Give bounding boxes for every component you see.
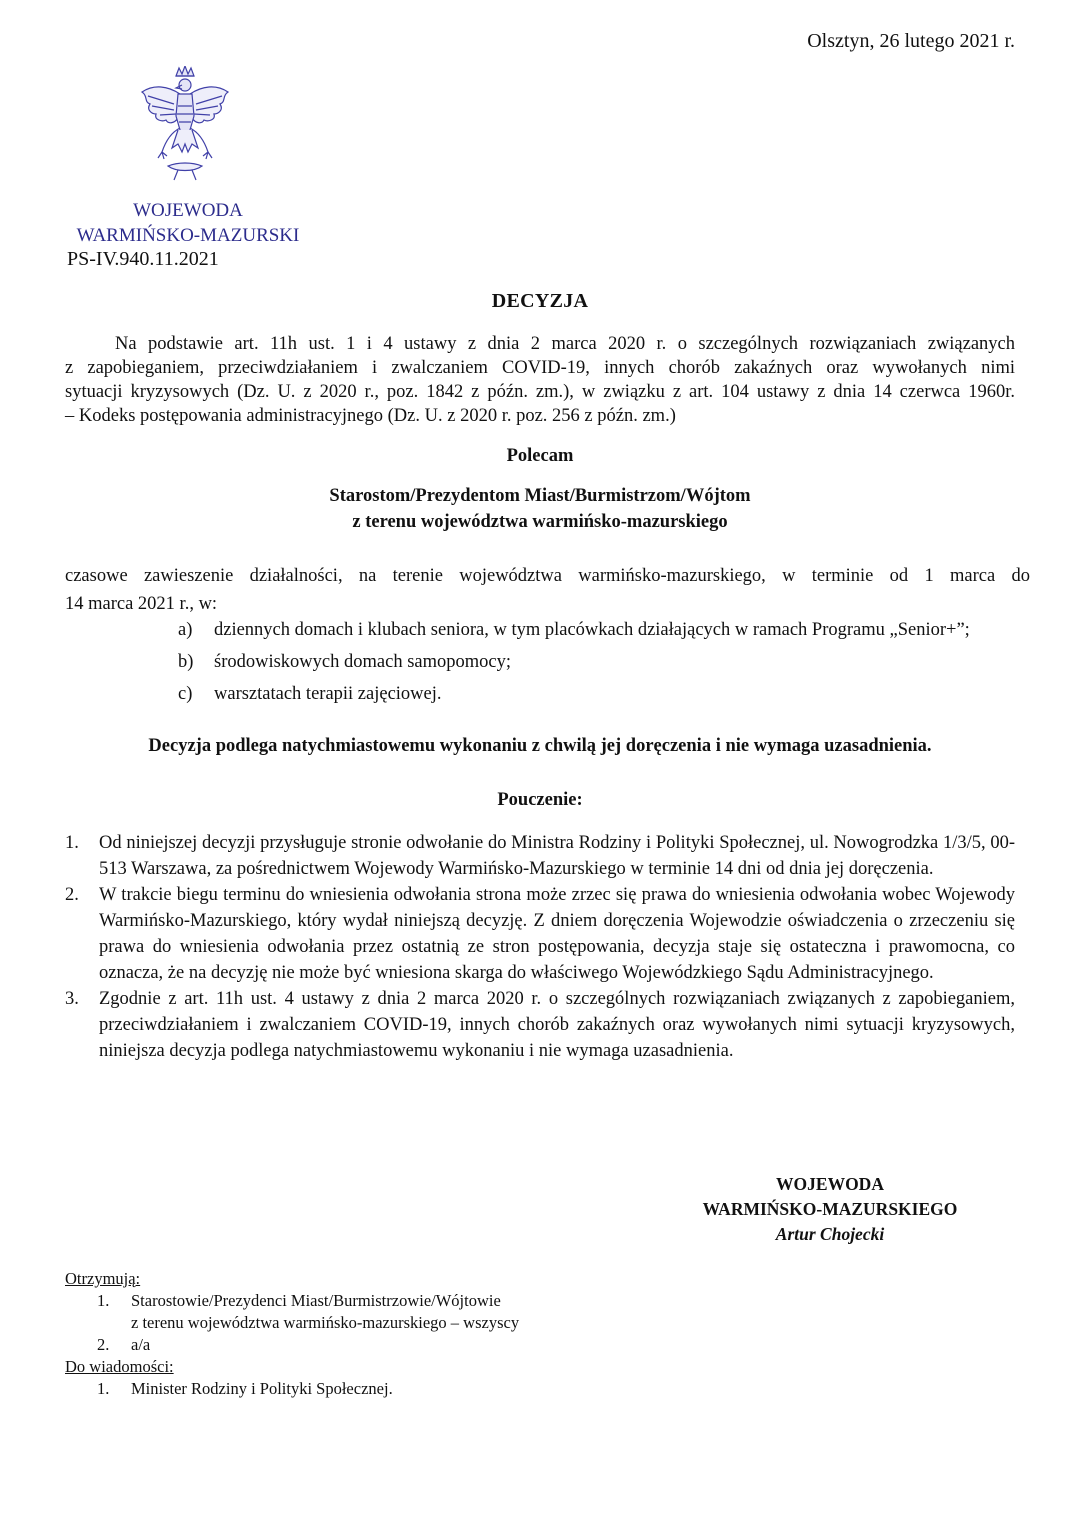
list-item-text: warsztatach terapii zajęciowej. [214,684,442,704]
office-region: WARMIŃSKO-MAZURSKI [76,225,300,246]
polish-eagle-emblem-icon [138,66,232,182]
document-title: DECYZJA [491,290,589,312]
list-item [65,986,1015,1064]
list-item-number: 2. [65,885,79,905]
list-item [65,830,1015,882]
signatory-title: WOJEWODA [776,1174,884,1194]
list-item-number: 1. [97,1291,110,1310]
instructions-list [65,830,1015,1064]
recipients-block [65,1268,519,1400]
legal-basis-paragraph [65,332,1015,428]
order-heading: Polecam [506,446,574,466]
suspension-line: czasowe zawieszenie działalności, na terenie województwa warmińsko-mazurskiego, w terminie od 1 marca do [65,566,1030,586]
list-item-number: 1. [65,833,79,853]
list-item-text: środowiskowych domach samopomocy; [214,652,511,672]
legal-basis-line: sytuacji kryzysowych (Dz. U. z 2020 r., poz. 1842 z późn. zm.), w związku z art. 104 ustawy z dnia 14 czerwca 1960r. [65,382,1015,402]
reference-number: PS-IV.940.11.2021 [67,248,219,270]
signatory-region: WARMIŃSKO-MAZURSKIEGO [702,1199,958,1219]
legal-basis-line: – Kodeks postępowania administracyjnego (Dz. U. z 2020 r. poz. 256 z późn. zm.) [65,406,676,426]
list-item [65,1334,519,1356]
facilities-list [178,620,970,716]
recipient-line: Starostowie/Prezydenci Miast/Burmistrzowie/Wójtowie [131,1291,501,1310]
instructions-heading: Pouczenie: [497,790,583,810]
list-item-text: a/a [131,1335,151,1354]
list-item [178,620,970,652]
decision-note: Decyzja podlega natychmiastowemu wykonaniu z chwilą jej doręczenia i nie wymaga uzasadnienia. [148,736,932,756]
office-title: WOJEWODA [133,200,243,221]
addressee-line: Starostom/Prezydentom Miast/Burmistrzom/Wójtom [329,486,751,506]
list-item-text [131,1290,519,1334]
suspension-line: 14 marca 2021 r., w: [65,594,218,614]
legal-basis-line: Na podstawie art. 11h ust. 1 i 4 ustawy z dnia 2 marca 2020 r. o szczególnych rozwiązaniach związanych [115,334,1015,354]
recipient-line: z terenu województwa warmińsko-mazurskiego – wszyscy [131,1313,520,1332]
list-item [65,882,1015,986]
list-item-number: 3. [65,989,79,1009]
signature-block [680,1172,980,1247]
list-item [178,684,970,716]
list-item-text: Od niniejszej decyzji przysługuje stronie odwołanie do Ministra Rodziny i Polityki Społecznej, ul. Nowogrodzka 1/3/5, 00-513 Warszawa, za pośrednictwem Wojewody Warmińsko-Mazurskiego w terminie 14 dni od dnia jej doręczenia. [99,833,1015,879]
addressee [0,483,1080,535]
list-item-number: 1. [97,1379,110,1398]
recipients-heading: Otrzymują: [65,1269,141,1288]
list-item-number: 2. [97,1335,110,1354]
info-recipients-heading: Do wiadomości: [65,1357,174,1376]
issuing-office [70,198,306,248]
list-item-text: Zgodnie z art. 11h ust. 4 ustawy z dnia 2 marca 2020 r. o szczególnych rozwiązaniach związanych z zapobieganiem, przeciwdziałaniem i zwalczaniem COVID-19, innych chorób zakaźnych oraz wywołanych nimi sytuacji kryzysowych, niniejsza decyzja podlega natychmiastowemu wykonaniu i nie wymaga uzasadnienia. [99,989,1015,1061]
addressee-line: z terenu województwa warmińsko-mazurskiego [352,512,728,532]
list-item [65,1290,519,1334]
list-item-text: Minister Rodziny i Polityki Społecznej. [131,1379,393,1398]
legal-basis-line: z zapobieganiem, przeciwdziałaniem i zwalczaniem COVID-19, innych chorób zakaźnych oraz wywołanych nimi [65,358,1015,378]
list-item [65,1378,519,1400]
list-item-letter: a) [178,620,193,640]
list-item [178,652,970,684]
list-item-text: W trakcie biegu terminu do wniesienia odwołania strona może zrzec się prawa do wniesienia odwołania wobec Wojewody Warmińsko-Mazurskiego, który wydał niniejszą decyzję. Z dniem doręczenia Wojewodzie oświadczenia o zrzeczeniu się prawa do wniesienia odwołania przez ostatnią ze stron postępowania, decyzja staje się ostateczna i prawomocna, co oznacza, że na decyzję nie może być wniesiona skarga do właściwego Wojewódzkiego Sądu Administracyjnego. [99,885,1015,983]
suspension-paragraph [65,562,1030,618]
list-item-letter: c) [178,684,193,704]
signatory-name: Artur Chojecki [775,1224,885,1244]
list-item-letter: b) [178,652,194,672]
place-date: Olsztyn, 26 lutego 2021 r. [807,30,1015,52]
list-item-text: dziennych domach i klubach seniora, w tym placówkach działających w ramach Programu „Senior+”; [214,620,970,640]
